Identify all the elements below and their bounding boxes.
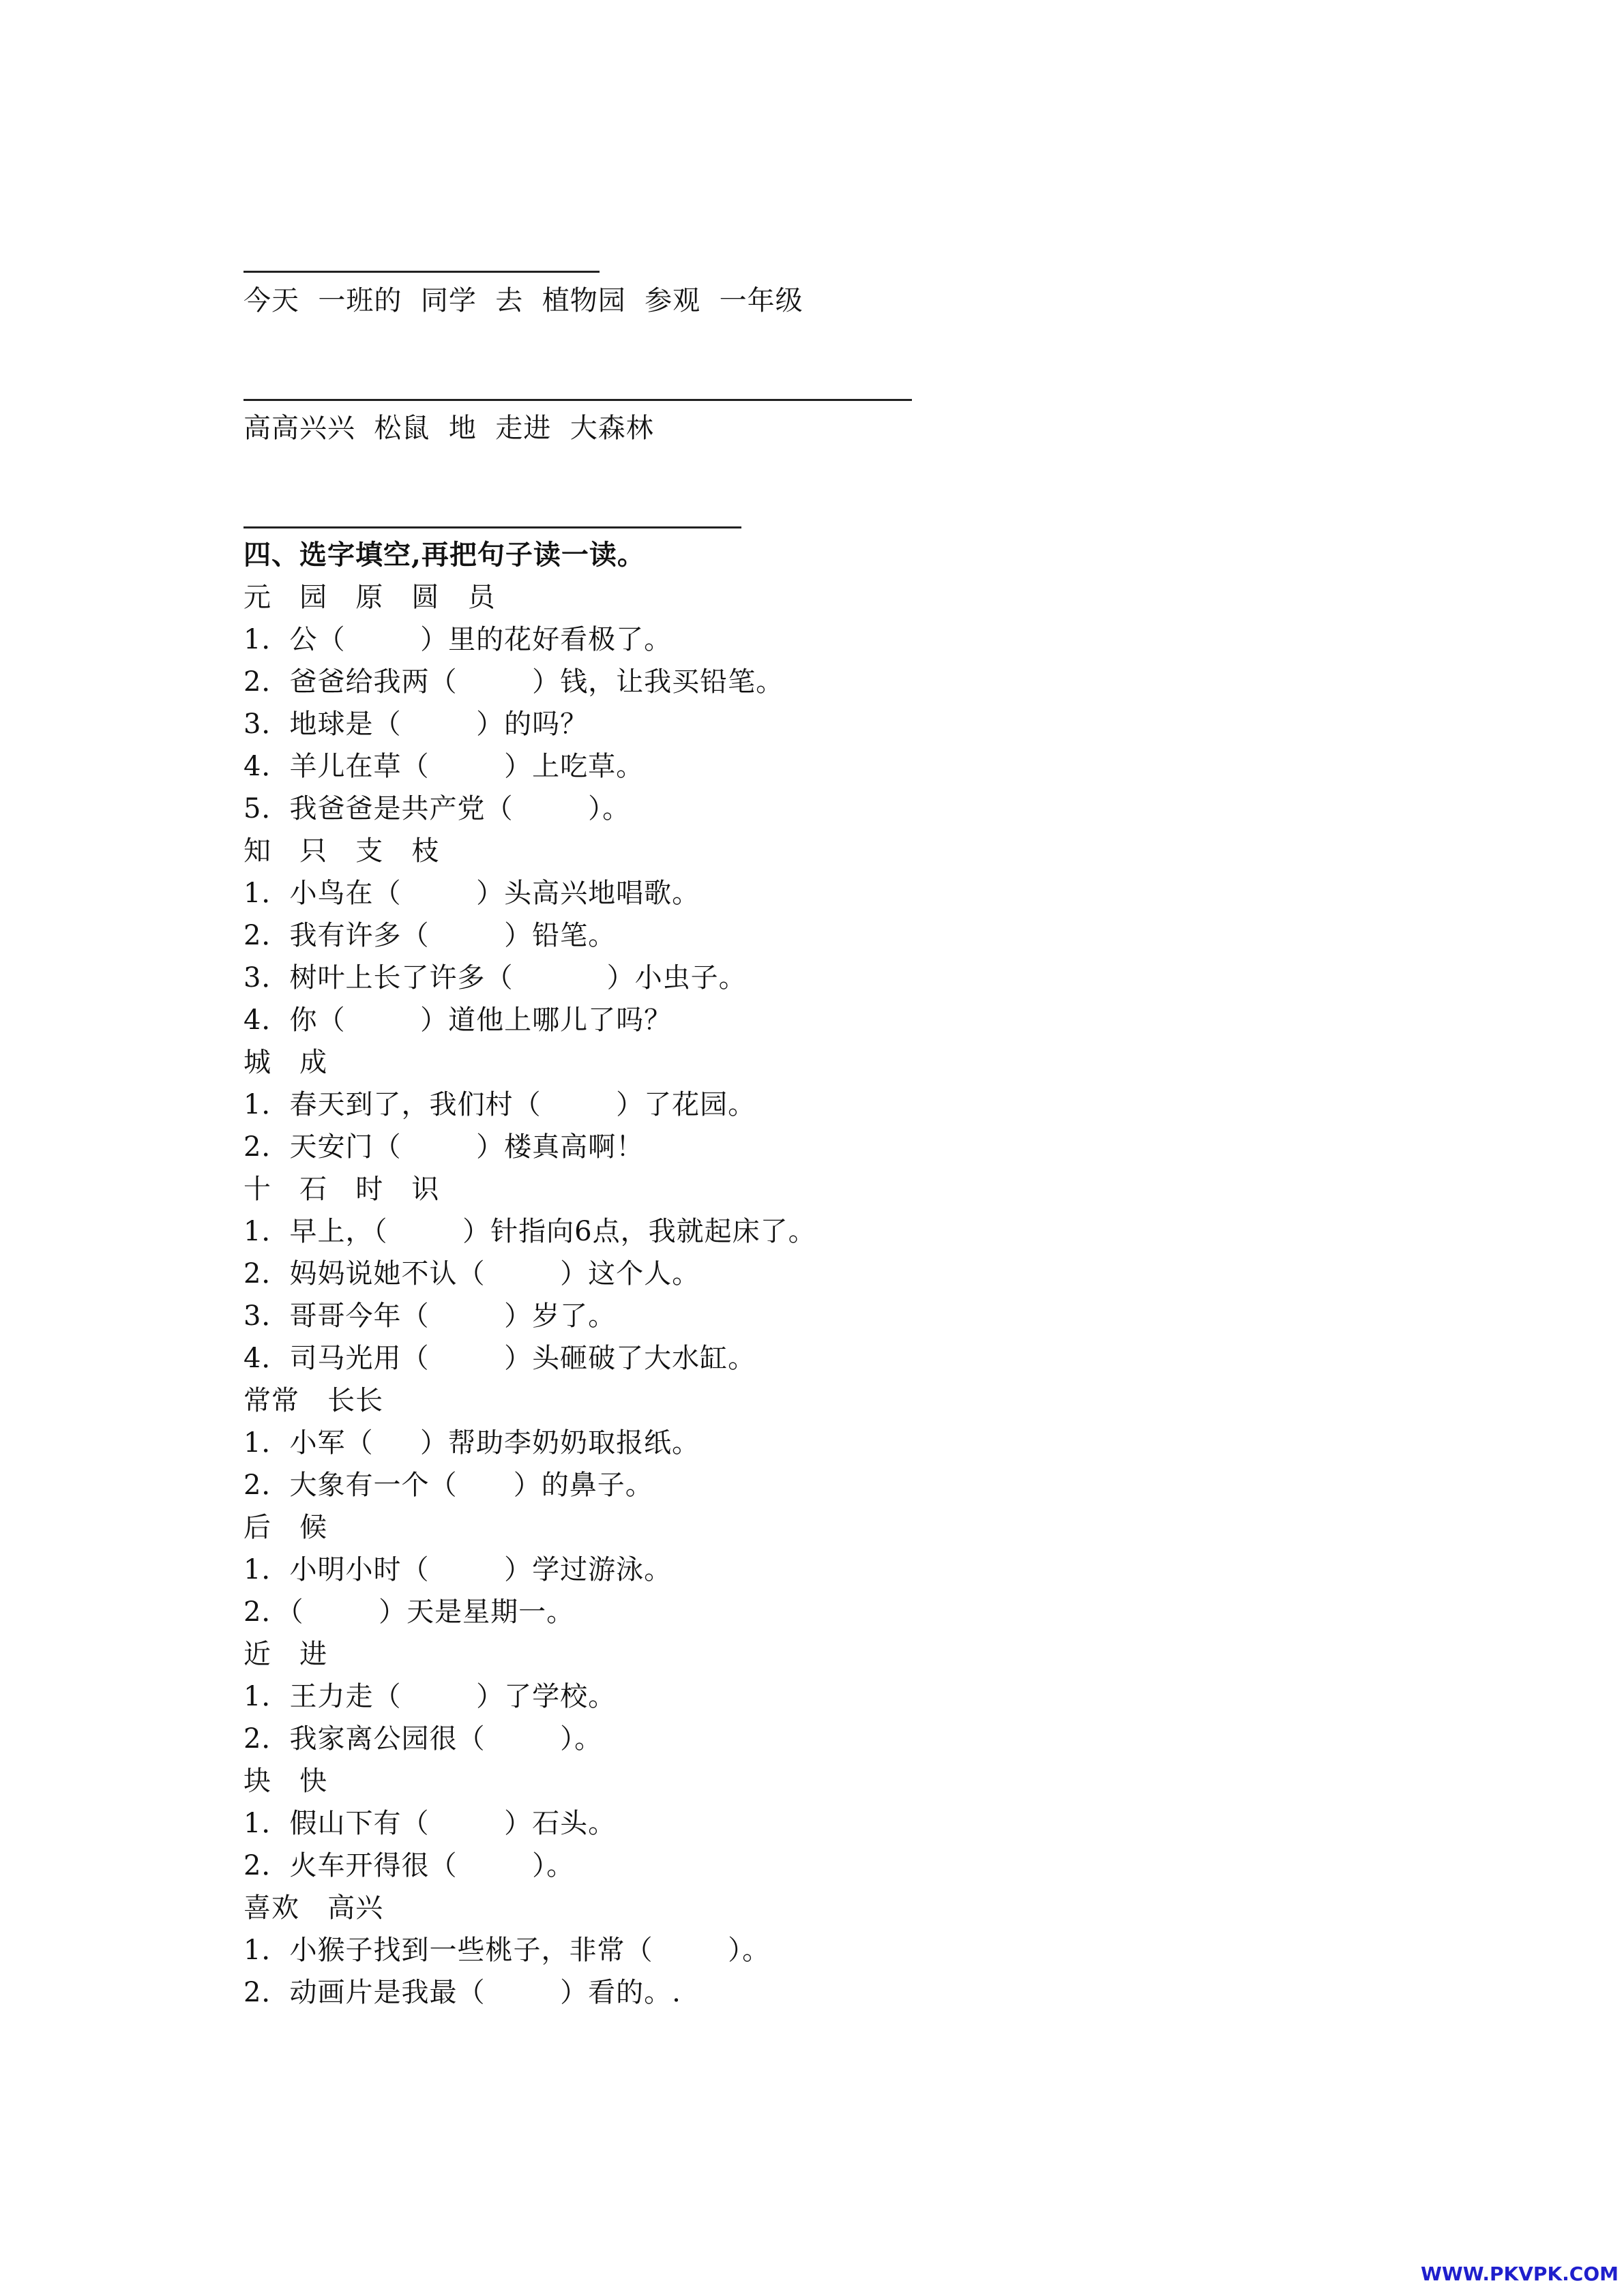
exercise-line: 1．假山下有（ ）石头。 <box>243 1808 617 1839</box>
exercise-line: 1．小鸟在（ ）头高兴地唱歌。 <box>243 878 700 909</box>
exercise-line: 1．公（ ）里的花好看极了。 <box>243 624 673 655</box>
exercise-line: 1．早上，（ ）针指向6点，我就起床了。 <box>243 1216 816 1247</box>
exercise-line: 1．小明小时（ ）学过游泳。 <box>243 1554 673 1585</box>
answer-line-3 <box>243 526 741 528</box>
exercise-line: 常常 长长 <box>243 1385 384 1416</box>
footer-url-link[interactable]: WWW.PKVPK.COM <box>1421 2263 1619 2285</box>
exercise-line: 2．火车开得很（ ）。 <box>243 1850 575 1881</box>
exercise-line: 后 候 <box>243 1512 328 1543</box>
exercise-line: 1．小猴子找到一些桃子，非常（ ）。 <box>243 1935 771 1966</box>
word-list-1: 今天 一班的 同学 去 植物园 参观 一年级 <box>243 285 803 316</box>
exercise-line: 2．大象有一个（ ）的鼻子。 <box>243 1470 653 1501</box>
exercise-line: 1．小军（ ）帮助李奶奶取报纸。 <box>243 1427 700 1459</box>
exercise-line: 城 成 <box>243 1047 328 1078</box>
exercise-line: 3．地球是（ ）的吗？ <box>243 709 589 740</box>
exercise-line: 2．我有许多（ ）铅笔。 <box>243 920 617 951</box>
exercise-line: 2．天安门（ ）楼真高啊！ <box>243 1131 645 1163</box>
exercise-line: 2．（ ）天是星期一。 <box>243 1596 575 1628</box>
exercise-line: 4．羊儿在草（ ）上吃草。 <box>243 751 645 782</box>
exercise-line: 块 快 <box>243 1765 328 1797</box>
answer-line-2 <box>243 399 912 401</box>
exercise-line: 元 园 原 圆 员 <box>243 582 496 613</box>
exercise-line: 5．我爸爸是共产党（ ）。 <box>243 793 631 824</box>
exercise-line: 2．妈妈说她不认（ ）这个人。 <box>243 1258 700 1289</box>
exercise-line: 2．动画片是我最（ ）看的。. <box>243 1977 681 2008</box>
exercise-line: 4．司马光用（ ）头砸破了大水缸。 <box>243 1343 756 1374</box>
exercise-line: 3．哥哥今年（ ）岁了。 <box>243 1300 617 1332</box>
section-heading: 四、选字填空,再把句子读一读。 <box>243 539 645 571</box>
exercise-line: 4．你（ ）道他上哪儿了吗？ <box>243 1004 673 1036</box>
exercise-line: 十 石 时 识 <box>243 1174 440 1205</box>
exercise-line: 喜欢 高兴 <box>243 1892 384 1924</box>
exercise-line: 1．王力走（ ）了学校。 <box>243 1681 617 1712</box>
exercise-line: 2．我家离公园很（ ）。 <box>243 1723 603 1755</box>
exercise-line: 1．春天到了，我们村（ ）了花园。 <box>243 1089 756 1120</box>
exercise-line: 2．爸爸给我两（ ）钱，让我买铅笔。 <box>243 666 784 698</box>
exercise-line: 3．树叶上长了许多（ ）小虫子。 <box>243 962 747 994</box>
word-list-2: 高高兴兴 松鼠 地 走进 大森林 <box>243 413 654 444</box>
exercise-line: 近 进 <box>243 1639 328 1670</box>
answer-line-1 <box>243 271 600 273</box>
exercise-line: 知 只 支 枝 <box>243 835 440 867</box>
